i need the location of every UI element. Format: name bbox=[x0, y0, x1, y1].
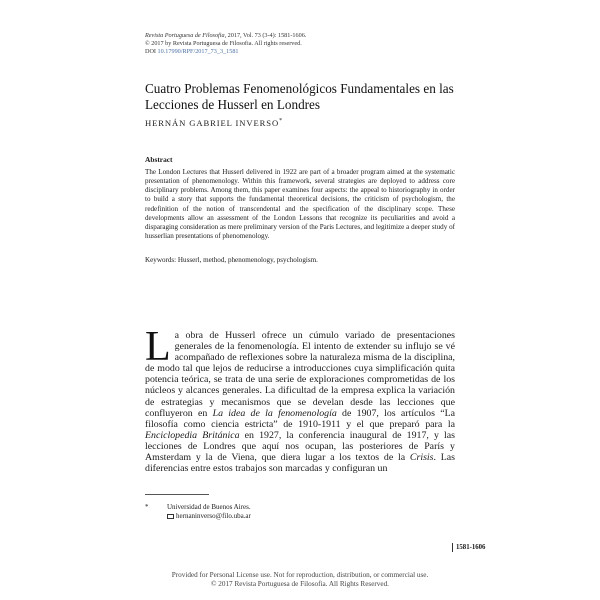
abstract-text: The London Lectures that Husserl delivered in 1922 are part of a broader program aimed at the systematic presentation of phenomenology. Within this framework, several strategies are deployed to address core disciplinary problems. Among them, this paper examines four aspects: the appeal to historiography in order to build a story that supports the fundamental theoretical decisions, the criticism of psychologism, the redefinition of the notion of transcendental and the specification of the disciplinary scope. These developments allow an assessment of the London Lessons that recognize its peculiarities and avoid a disparaging consideration as mere preliminary version of the Paris Lectures, and legitimize a deeper study of husserlian presentations of phenomenology. bbox=[145, 168, 455, 241]
keywords: Keywords: Husserl, method, phenomenology, psychologism. bbox=[145, 256, 318, 264]
doi-link[interactable]: 10.17990/RPF/2017_73_3_1581 bbox=[157, 48, 239, 55]
drop-cap: L bbox=[145, 324, 171, 370]
body-text-1: a obra de Husserl ofrece un cúmulo variado de presentaciones generales de la fenomenología. El intento de extender su influjo se vé acompañado de reflexiones sobre la naturaleza misma de la disciplina, de modo tal que lejos de reducirse a introducciones cuya simplificación quita potencia teórica, se trata de una serie de exploraciones comprometidas de los núcleos y alcances generales. La dificultad de la empresa explica la variación de estrategias y mecanismos que se develan desde las lecciones que confluyeron en bbox=[145, 330, 455, 419]
paper-title: Cuatro Problemas Fenomenológicos Fundamentales en las Lecciones de Husserl en Londres bbox=[145, 81, 454, 112]
citation-line bbox=[145, 32, 306, 40]
abstract-heading: Abstract bbox=[145, 155, 173, 164]
license-line: Provided for Personal License use. Not for reproduction, distribution, or commercial use. bbox=[171, 571, 429, 579]
body-italic-1: La idea de la fenomenología bbox=[212, 407, 337, 419]
author-line bbox=[145, 118, 282, 128]
journal-name: Revista Portuguesa de Filosofia bbox=[145, 32, 225, 39]
body-paragraph bbox=[145, 324, 455, 475]
copyright-line: © 2017 by Revista Portuguesa de Filosofia. All rights reserved. bbox=[145, 40, 302, 47]
body-text-4: . Las diferencias entre estos trabajos son marcadas y configuran un bbox=[145, 452, 455, 475]
footnote-mark: * bbox=[145, 503, 149, 511]
body-italic-3: Crisis bbox=[409, 452, 434, 464]
author-footnote-mark[interactable]: * bbox=[279, 118, 283, 125]
doi-line bbox=[145, 48, 306, 56]
footnote-divider bbox=[145, 494, 209, 495]
doi-label: DOI bbox=[145, 48, 156, 55]
body-text-2: de 1907, los artículos “La filosofía como ciencia estricta” de 1910-1911 y el que preparó para la bbox=[145, 407, 455, 430]
footnote-email-line bbox=[167, 512, 251, 521]
citation-details: , 2017, Vol. 73 (3-4): 1581-1606. bbox=[224, 32, 307, 39]
envelope-icon bbox=[167, 514, 174, 519]
footnote bbox=[145, 503, 251, 522]
page-range: 1581-1606 bbox=[452, 543, 485, 552]
footnote-email[interactable]: hernaninverso@filo.uba.ar bbox=[176, 512, 251, 521]
license-footer bbox=[0, 571, 600, 589]
body-italic-2: Enciclopedia Británica bbox=[145, 429, 240, 441]
rights-line: © 2017 Revista Portuguesa de Filosofia. All Rights Reserved. bbox=[211, 580, 389, 589]
author-name: HERNÁN GABRIEL INVERSO bbox=[145, 118, 280, 128]
footnote-affiliation: Universidad de Buenos Aires. bbox=[167, 503, 251, 511]
body-text-3: en 1927, la conferencia inaugural de 1917, y las lecciones de Londres que aquí nos ocupan, las posteriores de París y Amsterdam y la de Viena, que diera lugar a los textos de la bbox=[145, 429, 455, 464]
journal-header bbox=[145, 32, 306, 56]
